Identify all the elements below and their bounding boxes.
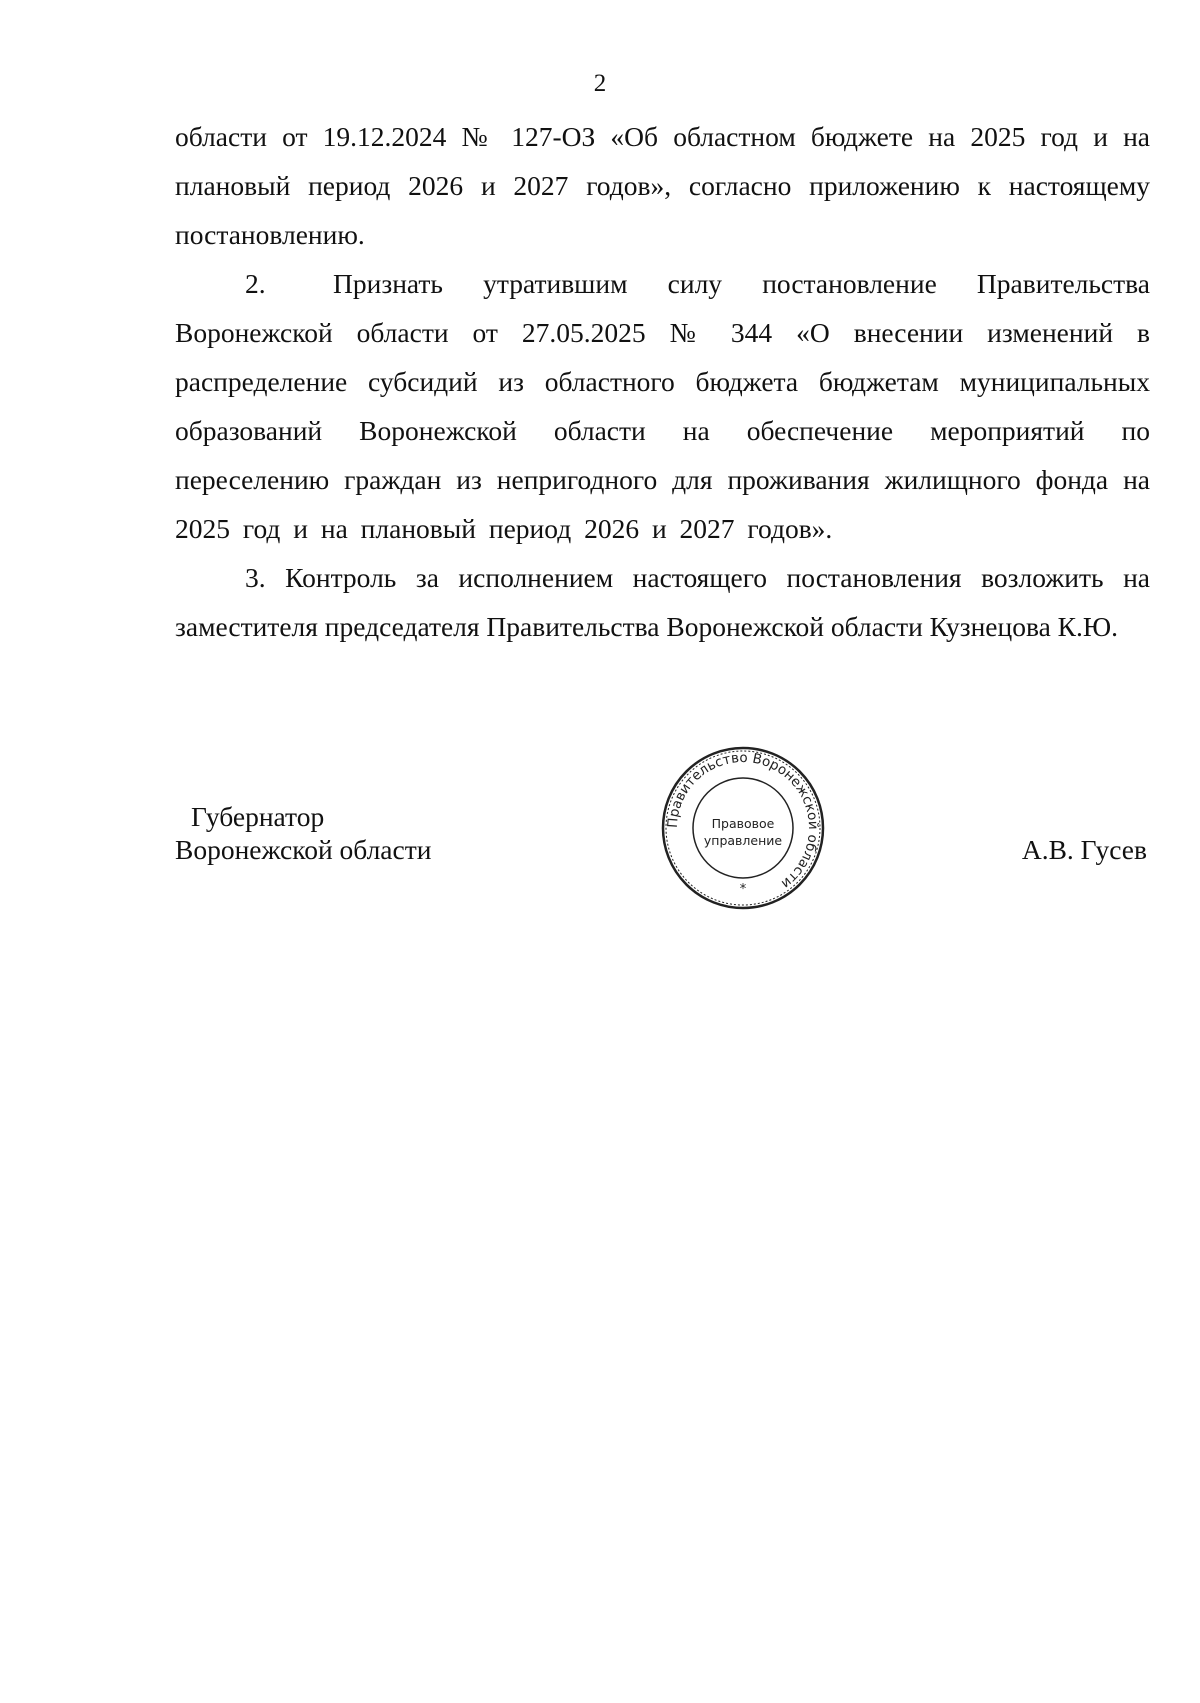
seal-inner-line1: Правовое — [711, 816, 775, 831]
paragraph-2-number: 2. — [245, 268, 266, 299]
seal-inner-line2: управление — [703, 833, 783, 848]
signatory-name: А.В. Гусев — [1021, 834, 1147, 865]
page-number: 2 — [593, 70, 607, 97]
paragraph-3: 3. Контроль за исполнением настоящего постановления возложить на заместителя председателя Правительства Воронежской области Кузнецова К.Ю. — [175, 562, 1150, 642]
paragraph-2-text: Признать утратившим силу постановление Правительства Воронежской области от 27.05.2025 № 344 «О внесении изменений в распределение субсидий из областного бюджета бюджетам муниципальных образований Воронежской области на обеспечение мероприятий по переселению граждан из непригодного для проживания жилищного фонда на 2025 год и на плановый период 2026 и 2027 годов». — [175, 268, 1150, 544]
seal-outer-text: Правительство Воронежской области — [664, 749, 822, 892]
paragraph-continuation: области от 19.12.2024 № 127-ОЗ «Об областном бюджете на 2025 год и на плановый период 2026 и 2027 годов», согласно приложению к настоящему постановлению. — [175, 121, 1150, 250]
document-body — [175, 112, 1150, 651]
signatory-title-line2: Воронежской области — [175, 834, 432, 865]
signatory-title-line1: Губернатор — [191, 801, 325, 832]
paragraph-2 — [175, 259, 1150, 553]
official-seal — [660, 745, 826, 911]
signatory-title — [175, 800, 431, 866]
seal-star: * — [739, 882, 747, 897]
